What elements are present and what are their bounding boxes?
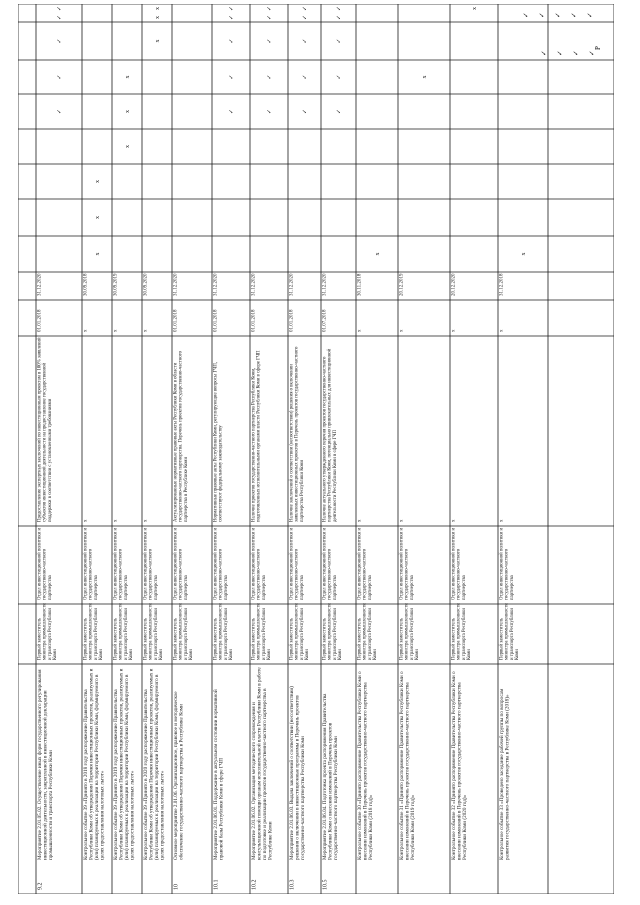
- row-quarter-mark: x: [125, 110, 131, 113]
- row-title: Контрольное событие 32 «Принято распоряжение Правительства Республики Коми овнесении изменений в Перечень проектов государственно-частного партнерстваРеспублики Коми (2020 год)»: [450, 671, 469, 860]
- row-quarter-mark: ✓: [336, 5, 343, 12]
- row-responsible: Первый заместительминистра промышленностии транспорта РеспубликиКоми: [357, 603, 378, 660]
- row-quarter-mark: x: [155, 7, 161, 10]
- row-quarter-mark: ✓: [57, 38, 63, 44]
- row-quarter-mark: ✓: [267, 108, 273, 115]
- row-quarter-mark: ✓: [302, 38, 309, 44]
- row-quarter-mark: ✓: [336, 108, 343, 115]
- row-result: x: [83, 519, 89, 522]
- row-executor: Отдел инвестиционной политики игосударственно-частногопартнерства: [399, 527, 415, 600]
- row-start-date: x: [113, 329, 119, 332]
- header-check-mark: ✓: [570, 12, 578, 18]
- row-quarter-mark: x: [155, 39, 161, 43]
- row-start-date: x: [83, 329, 89, 332]
- row-quarter-mark: x: [95, 180, 101, 183]
- row-responsible: Первый заместительминистра промышленностии транспорта РеспубликиКоми: [289, 603, 310, 660]
- row-quarter-mark: x: [95, 252, 101, 256]
- row-start-date: x: [357, 329, 363, 332]
- row-executor: Отдел инвестиционной политики игосударственно-частногопартнерства: [37, 527, 53, 600]
- row-quarter-mark: ✓: [229, 14, 235, 21]
- header-check-mark: ✓: [588, 50, 596, 56]
- row-executor: Отдел инвестиционной политики игосударственно-частногопартнерства: [143, 527, 159, 600]
- row-responsible: Первый заместительминистра промышленностии транспорта РеспубликиКоми: [499, 603, 520, 660]
- row-responsible: Первый заместительминистра промышленностии транспорта РеспубликиКоми: [37, 603, 58, 660]
- row-quarter-mark: ✓: [57, 108, 63, 115]
- row-quarter-mark: ✓: [302, 5, 309, 12]
- row-start-date: x: [499, 329, 505, 332]
- row-title: Контрольное событие 33 «Проведено заседание рабочей группы по вопросамразвития государственно-частного партнерства в Республике Коми (2018)»: [498, 688, 511, 860]
- row-start-date: x: [451, 329, 457, 332]
- header-p-mark: P: [594, 46, 602, 50]
- row-result: x: [499, 519, 505, 522]
- row-start-date: 01.01.2018: [173, 309, 179, 332]
- row-executor: Отдел инвестиционной политики игосударственно-частногопартнерства: [113, 527, 129, 600]
- row-title: Контрольное событие 31 «Принято распоряжение Правительства Республики Коми овнесении изменений в Перечень проектов государственно-частного партнерстваРеспублики Коми (2019 год)»: [398, 671, 417, 860]
- row-result: x: [113, 519, 119, 522]
- row-responsible: Первый заместительминистра промышленностии транспорта РеспубликиКоми: [113, 603, 134, 660]
- row-quarter-mark: ✓: [336, 38, 343, 44]
- row-number: 10.5: [322, 879, 329, 890]
- row-quarter-mark: x: [472, 7, 478, 10]
- row-responsible: Первый заместительминистра промышленностии транспорта РеспубликиКоми: [451, 603, 472, 660]
- row-title: Мероприятие 2.01.06.03. Выдача заключений о соответствии (несоответствии)решения о включении в инвестиционные программы в Перечень проектовгосударственно-частного партнерства Республики Коми: [288, 686, 307, 860]
- row-end-date: 31.12.2020: [37, 273, 43, 296]
- row-executor: Отдел инвестиционной политики игосударственно-частногопартнерства: [83, 527, 99, 600]
- row-end-date: 30.09.2019: [113, 273, 119, 296]
- header-check-mark: ✓: [554, 12, 562, 18]
- row-end-date: 31.12.2020: [251, 273, 257, 296]
- row-result: Предоставление экспертных заключений по инвестиционным проектам в 100% заявленийсубъектов инвестиционной деятельности на предоставление государственнойподдержки в соответствии с установленными требованиями: [37, 337, 53, 522]
- row-quarter-mark: ✓: [57, 5, 63, 12]
- row-title: Мероприятие 2.01.06.04. Подготовка проекта распоряжения ПравительстваРеспублики Коми о внесении изменений в Перечень проектовгосударственно-частного партнерства Республики Коми: [321, 693, 340, 860]
- row-responsible: Первый заместительминистра промышленностии транспорта РеспубликиКоми: [322, 603, 343, 660]
- row-quarter-mark: x: [125, 75, 131, 79]
- row-quarter-mark: ✓: [267, 14, 273, 21]
- row-quarter-mark: ✓: [229, 38, 235, 44]
- row-executor: Отдел инвестиционной политики игосударственно-частногопартнерства: [289, 527, 305, 600]
- row-quarter-mark: ✓: [229, 5, 235, 12]
- header-check-mark: ✓: [586, 12, 594, 18]
- row-quarter-mark: ✓: [302, 108, 309, 115]
- row-start-date: x: [399, 329, 405, 332]
- row-quarter-mark: ✓: [57, 74, 63, 80]
- row-quarter-mark: x: [375, 252, 381, 256]
- row-end-date: 20.12.2020: [451, 273, 457, 296]
- row-start-date: 01.01.2018: [213, 309, 219, 332]
- row-title: Основное мероприятие 2.01.06. Организационное, правовое и методическоеобеспечение государственно-частного партнерства в Республике Коми: [172, 691, 185, 860]
- row-end-date: 31.12.2020: [322, 273, 328, 296]
- row-end-date: 30.09.2020: [143, 273, 149, 296]
- row-title: Мероприятие 2.01.06.02. Организация методического сопровождения иконсультационной помощи органам исполнительной власти Республики Коми в работепо подготовке и реализации проектов государственно-частного партнерства вРеспублике Коми: [250, 667, 274, 860]
- row-quarter-mark: ✓: [302, 74, 309, 80]
- row-end-date: 31.12.2020: [289, 273, 295, 296]
- row-quarter-mark: ✓: [336, 14, 343, 21]
- row-number: 10: [173, 884, 180, 890]
- row-quarter-mark: ✓: [302, 14, 309, 21]
- row-responsible: Первый заместительминистра промышленностии транспорта РеспубликиКоми: [399, 603, 420, 660]
- row-number: 10.2: [251, 879, 258, 890]
- row-quarter-mark: ✓: [229, 74, 235, 80]
- row-quarter-mark: x: [521, 252, 527, 256]
- row-title: Контрольное событие 39 «Принято в 2019 году распоряжение ПравительстваРеспублики Коми об утверждении Перечня инвестиционных проектов, реализуемых и(или) планируемых к реализации на территории Республики Коми, формируемого вцелях предоставления налоговых льгот»: [112, 668, 136, 860]
- row-quarter-mark: x: [155, 16, 161, 19]
- row-responsible: Первый заместительминистра промышленностии транспорта РеспубликиКоми: [251, 603, 272, 660]
- row-end-date: 31.12.2018: [499, 273, 505, 296]
- row-start-date: 01.07.2018: [322, 309, 328, 332]
- row-quarter-mark: x: [125, 145, 131, 148]
- row-end-date: 20.12.2019: [399, 273, 405, 296]
- row-quarter-mark: ✓: [57, 14, 63, 21]
- row-end-date: 30.09.2018: [83, 273, 89, 296]
- row-quarter-mark: ✓: [267, 38, 273, 44]
- row-executor: Отдел инвестиционной политики игосударственно-частногопартнерства: [451, 527, 467, 600]
- row-start-date: x: [143, 329, 149, 332]
- row-title: Контрольное событие 30 «Принято распоряжение Правительства Республики Коми овнесении изменений в Перечень проектов государственно-частного партнерстваРеспублики Коми (2018 год)»: [356, 671, 375, 860]
- row-title: Контрольное событие 39 «Принято в 2020 году распоряжение ПравительстваРеспублики Коми об утверждении Перечня инвестиционных проектов, реализуемых и(или) планируемых к реализации на территории Республики Коми, формируемого вцелях предоставления налоговых льгот»: [142, 668, 166, 860]
- row-end-date: 30.11.2018: [357, 273, 363, 296]
- row-result: x: [357, 519, 363, 522]
- row-result: Актуализированные нормативные правовые акты Республики Коми в областигосударственно-частного партнерства. Перечень проектов государственно-частногопартнерства в Республике Коми: [173, 351, 189, 522]
- row-quarter-mark: ✓: [267, 74, 273, 80]
- row-title: Мероприятие 2.01.05.02. Осуществление иных форм государственного регулированияинвестиционной деятельности, закрепленной в инвестиционной декларациипромышленности и транспорта Республики Коми: [36, 669, 55, 860]
- row-title: Мероприятие 2.01.06.01. Поддержание в актуальном состоянии нормативнойправовой базы Республики Коми в сфере ГЧП: [212, 689, 225, 860]
- row-quarter-mark: x: [422, 75, 428, 79]
- rotated-document-sheet: [18, 4, 614, 894]
- row-quarter-mark: ✓: [336, 74, 343, 80]
- row-responsible: Первый заместительминистра промышленностии транспорта РеспубликиКоми: [213, 603, 234, 660]
- plan-table: [18, 4, 614, 894]
- row-executor: Отдел инвестиционной политики игосударственно-частногопартнерства: [173, 527, 189, 600]
- row-number: 10.1: [213, 879, 220, 890]
- row-start-date: 01.01.2018: [251, 309, 257, 332]
- row-executor: Отдел инвестиционной политики игосударственно-частногопартнерства: [322, 527, 338, 600]
- header-check-mark: ✓: [540, 50, 548, 56]
- header-check-mark: ✓: [538, 12, 546, 18]
- row-result: Наличие актуального утвержденного перечня проектов государственно-частногопартнерства Республики Коми, потенциально привлекательных для инвестиционнойдеятельности Республики Коми в сфере ГЧП: [322, 348, 338, 522]
- row-responsible: Первый заместительминистра промышленностии транспорта РеспубликиКоми: [143, 603, 164, 660]
- row-result: x: [399, 519, 405, 522]
- row-executor: Отдел инвестиционной политики игосударственно-частногопартнерства: [251, 527, 267, 600]
- row-number: 9.2: [37, 882, 44, 890]
- row-quarter-mark: x: [95, 216, 101, 219]
- row-quarter-mark: ✓: [267, 5, 273, 12]
- row-executor: Отдел инвестиционной политики игосударственно-частногопартнерства: [499, 527, 515, 600]
- row-number: 10.3: [289, 879, 296, 890]
- row-start-date: 01.01.2018: [37, 309, 43, 332]
- row-end-date: 31.12.2020: [213, 273, 219, 296]
- row-responsible: Первый заместительминистра промышленностии транспорта РеспубликиКоми: [83, 603, 104, 660]
- row-responsible: Первый заместительминистра промышленностии транспорта РеспубликиКоми: [173, 603, 194, 660]
- header-check-mark: ✓: [556, 50, 564, 56]
- row-result: Наличие заключений о соответствии (несоответствии) решения о включениизаявленных инвестиционных проектов в Перечень проектов государственно-частногопартнерства Республики Коми: [289, 346, 305, 522]
- row-result: x: [143, 519, 149, 522]
- row-start-date: 01.01.2018: [289, 309, 295, 332]
- row-result: Нормативные правовые акты Республики Коми, регулирующие вопросы ГЧП,соответствуют федеральному законодательству: [213, 362, 224, 522]
- row-end-date: 31.12.2020: [173, 273, 179, 296]
- row-executor: Отдел инвестиционной политики игосударственно-частногопартнерства: [357, 527, 373, 600]
- row-result: x: [451, 519, 457, 522]
- row-result: Наличие проектов государственно-частного партнерства Республики Коми,подготовленных исполнительными органами власти Республики Коми в сфере ГЧП: [251, 350, 262, 522]
- header-check-mark: ✓: [572, 50, 580, 56]
- header-check-mark: ✓: [522, 12, 530, 18]
- row-quarter-mark: ✓: [229, 108, 235, 115]
- row-title: Контрольное событие 39 «Принято в 2018 году распоряжение ПравительстваРеспублики Коми об утверждении Перечня инвестиционных проектов, реализуемых и(или) планируемых к реализации на территории Республики Коми, формируемого вцелях предоставления налоговых льгот»: [82, 668, 106, 860]
- row-executor: Отдел инвестиционной политики игосударственно-частногопартнерства: [213, 527, 229, 600]
